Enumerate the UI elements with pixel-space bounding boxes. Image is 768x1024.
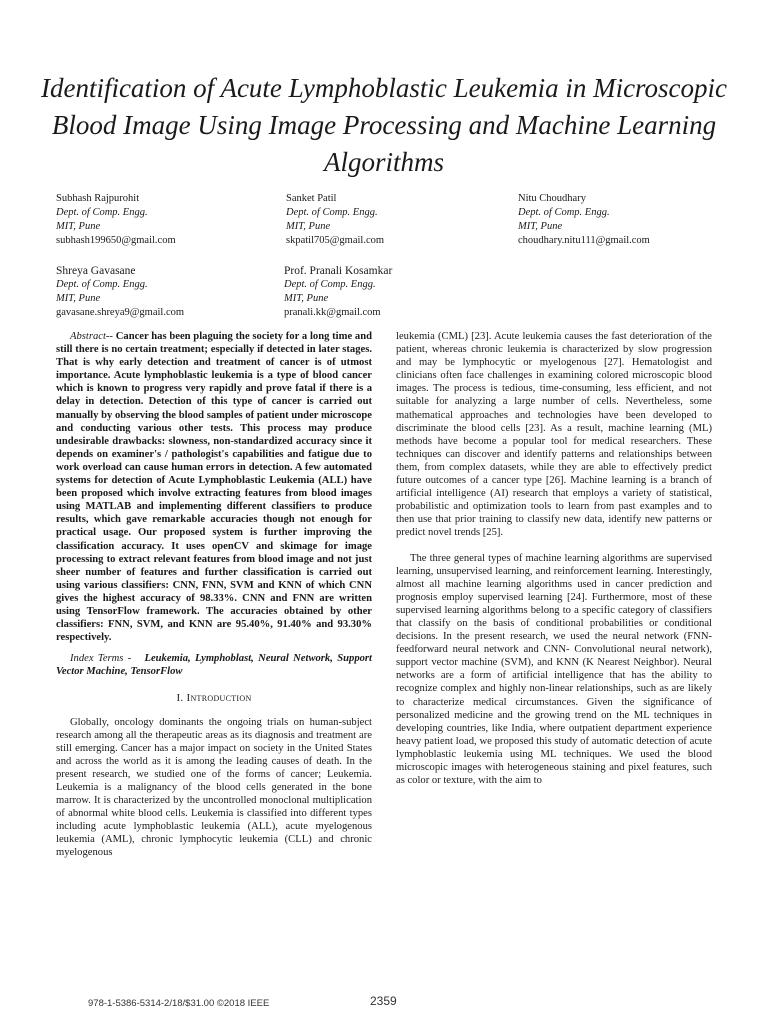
author-block — [286, 192, 384, 248]
author-inst: MIT, Pune — [518, 221, 563, 232]
author-inst: MIT, Pune — [286, 221, 331, 232]
author-dept: Dept. of Comp. Engg. — [56, 279, 148, 290]
author-name: Prof. Pranali Kosamkar — [284, 265, 393, 277]
author-email: subhash199650@gmail.com — [56, 235, 176, 246]
abstract-label: Abstract-- — [70, 331, 113, 342]
author-dept: Dept. of Comp. Engg. — [284, 279, 376, 290]
author-email: choudhary.nitu111@gmail.com — [518, 235, 650, 246]
body-paragraph: The three general types of machine learning algorithms are supervised learning, unsupervised learning, and reinforcement learning. Interestingly, almost all machine learning algorithms used in cancer prediction and prognosis employ supervised learning [24]. Furthermore, most of these supervised learning algorithms belong to a specific category of classifiers that classify on the basis of conditional probabilities or conditional decisions. In the present research, we used the neural network (FNN- feedforward neural network and CNN- Convolutional neural network), support vector machine (SVM), and KNN (K Nearest Neighbor). Neural networks are a form of artificial intelligence that has the ability to recognize complex and highly non-linear relationships, such as are likely to characterize medical circumstances. Given the significance of personalized medicine and the growing trend on the ML techniques in developing countries, like India, where outpatient department experience heavy patient load, we proposed this study of automatic detection of acute lymphoblastic leukemia using ML techniques. We used the blood microscopic images with heterogeneous staining and pixel features, such as color or texture, with the aim to — [396, 552, 712, 787]
abstract — [56, 330, 372, 644]
author-email: gavasane.shreya9@gmail.com — [56, 307, 185, 318]
author-name: Subhash Rajpurohit — [56, 193, 140, 204]
right-column — [396, 330, 712, 787]
author-dept: Dept. of Comp. Engg. — [56, 207, 148, 218]
author-block — [284, 264, 392, 320]
page-number: 2359 — [370, 994, 397, 1008]
author-inst: MIT, Pune — [56, 221, 101, 232]
author-email: pranali.kk@gmail.com — [284, 307, 381, 318]
author-block — [518, 192, 650, 248]
copyright-footer: 978-1-5386-5314-2/18/$31.00 ©2018 IEEE — [88, 998, 270, 1009]
author-dept: Dept. of Comp. Engg. — [286, 207, 378, 218]
paper-title: Identification of Acute Lymphoblastic Leukemia in Microscopic Blood Image Using Image Processing and Machine Learning Algorithms — [40, 73, 728, 177]
index-terms-label: Index Terms - — [70, 653, 132, 665]
author-name: Nitu Choudhary — [518, 193, 586, 204]
body-paragraph: Globally, oncology dominants the ongoing trials on human-subject research among all the therapeutic areas as its diagnosis and treatment are still emerging. Cancer has a major impact on society in the United States and across the world as it is among the leading causes of death. In the present research, we studied one of the forms of cancer; Leukemia. Leukemia is a malignancy of the blood cells generated in the bone marrow. It is characterized by the uncontrolled monoclonal multiplication of abnormal white blood cells. Leukemia is classified into different types including acute lymphoblastic leukemia (ALL), acute myelogenous leukemia (AML), chronic lymphocytic leukemia (CLL) and chronic myelogenous — [56, 716, 372, 859]
author-name: Sanket Patil — [286, 193, 337, 204]
section-heading: I. Introduction — [176, 692, 252, 705]
left-column — [56, 330, 372, 860]
abstract-text: Cancer has been plaguing the society for a long time and still there is no certain treatment; especially if detected in later stages. That is why early detection and treatment of cancer is of utmost importance. Acute lymphoblastic leukemia is a type of blood cancer which is known to progress very rapidly and prove fatal if there is a delay in detection. Detection of this type of cancer is carried out manually by observing the blood samples of patient under microscope and conducting various other tests. This process may produce undesirable drawbacks: slowness, non-standardized accuracy since it depends on examiner's / pathologist's capabilities and fatigue due to work overload can cause human errors in detection. A few automated systems for detection of Acute Lymphoblastic Leukemia (ALL) have been proposed which involve extracting features from blood images using MATLAB and implementing different classifiers to produce results, which gave remarkable accuracies though not enough for practical usage. Our proposed system is further improving the classification accuracy. It uses openCV and skimage for image processing to extract relevant features from blood image and not just sheer number of features and further classification is carried out using various classifiers: CNN, FNN, SVM and KNN of which CNN gives the highest accuracy of 98.33%. CNN and FNN are written using TensorFlow framework. The accuracies obtained by other classifiers: FNN, SVM, and KNN are 95.40%, 91.40% and 93.30% respectively. — [56, 331, 372, 644]
author-block — [56, 192, 176, 248]
author-inst: MIT, Pune — [56, 293, 101, 304]
author-email: skpatil705@gmail.com — [286, 235, 385, 246]
author-inst: MIT, Pune — [284, 293, 329, 304]
index-terms-text: Leukemia, Lymphoblast, Neural Network, Support Vector Machine, TensorFlow — [56, 653, 372, 678]
author-block — [56, 264, 184, 320]
author-dept: Dept. of Comp. Engg. — [518, 207, 610, 218]
body-paragraph: leukemia (CML) [23]. Acute leukemia causes the fast deterioration of the patient, whereas chronic leukemia is characterized by slow progression and may be lymphocytic or myelogenous [27]. Hematologist and clinicians often face challenges in examining colored microscopic blood images. The process is tedious, time-consuming, less efficient, and not suitable for analyzing a large number of cells. Nevertheless, some mathematical approaches and technologies have been developed to discriminate the blood cells [23]. As a result, machine learning (ML) methods have become a popular tool for medical researchers. These techniques can discover and identify patterns and relationships between them, from complex datasets, while they are able to effectively predict future outcomes of a cancer type [26]. Machine learning is a branch of artificial intelligence (AI) research that employs a variety of statistical, probabilistic and optimization tools to learn from past examples and to then use that prior training to classify new data, identify new patterns or predict novel trends [25]. — [396, 331, 712, 539]
author-name: Shreya Gavasane — [56, 265, 136, 277]
index-terms — [56, 652, 372, 678]
